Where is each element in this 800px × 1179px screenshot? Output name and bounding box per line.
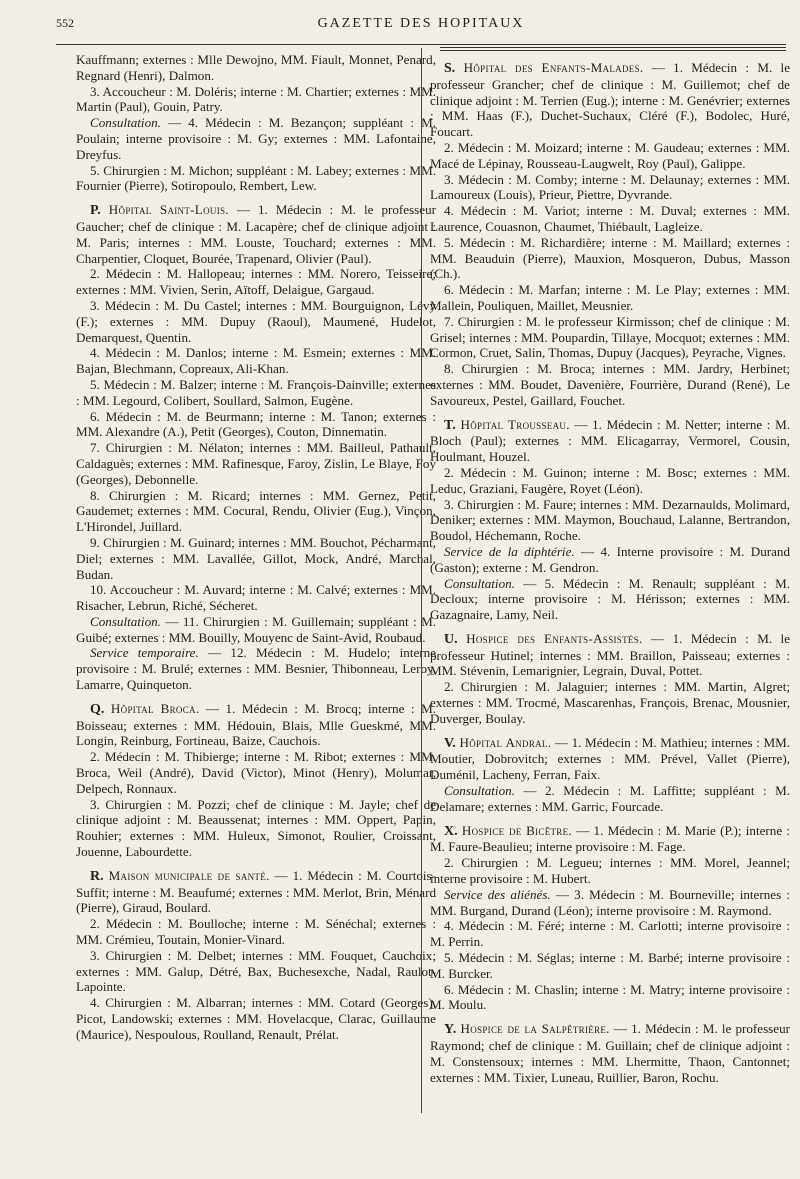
section-heading: Hôpital Andral. [459,734,552,750]
body-paragraph [76,266,436,298]
paragraph-text: 2. Chirurgien : M. Legueu; internes : MM. Morel, Jeannel; interne provisoire : M. Hubert. [430,855,790,887]
paragraph-text: 10. Accoucheur : M. Auvard; interne : M. Calvé; externes : MM. Risacher, Lebrun, Riché, Sécheret. [76,582,436,614]
section-letter: X. [444,823,458,839]
section-heading: Maison municipale de santé. [108,867,270,883]
header-rule [56,44,786,45]
body-paragraph [76,345,436,377]
paragraph-text: — 1. Médecin : M. le professeur Grancher; chef de clinique : M. Guillemot; chef de clinique adjoint : M. Terrien (Eug.); interne : M. Genévrier; externes : MM. Haas (F.), Duchet-Suchaux, Cléré (F.), Bodolec, Huré, Foucart. [430,60,791,140]
paragraph-text: 9. Chirurgien : M. Guinard; internes : MM. Bouchot, Pécharmant, Diel; externes : MM. Lavallée, Gillot, Mock, André, Marchal, Budan. [76,534,436,582]
paragraph-text: 2. Médecin : M. Boulloche; interne : M. Sénéchal; externes : MM. Crémieu, Toutain, Monier-Vinard. [76,916,436,948]
section-letter: T. [444,417,456,433]
section-paragraph [76,868,436,916]
paragraph-text: 6. Médecin : M. Marfan; interne : M. Le Play; externes : MM. Mallein, Pouliquen, Maillet, Meusnier. [430,282,790,313]
paragraph-text: 4. Chirurgien : M. Albarran; internes : MM. Cotard (Georges), Picot, Landowski; externes : MM. Hovelacque, Clarac, Guillaume (Maurice), Nespoulous, Roulland, Renault, Prélat. [76,995,436,1042]
paragraph-text: 4. Médecin : M. Féré; interne : M. Carlotti; interne provisoire : M. Perrin. [430,918,790,950]
section-letter: Q. [90,701,105,717]
paragraph-text: 8. Chirurgien : M. Ricard; internes : MM. Gernez, Petit, Gaudemet; externes : MM. Cocural, Rendu, Olivier (Eug.), Vinçon, L'Hirondel, Juillard. [76,487,436,535]
body-paragraph [430,576,790,623]
body-paragraph [76,995,436,1042]
body-paragraph [430,314,790,361]
section-heading: Hospice de la Salpêtrière. [460,1021,610,1037]
body-paragraph [76,614,436,646]
section-paragraph [76,701,436,749]
body-paragraph [430,950,790,982]
paragraph-text: 5. Médecin : M. Richardière; interne : M. Maillard; externes : MM. Beauduin (Pierre), Mauxion, Mosqueron, Dubus, Masson (Ch.). [430,234,790,282]
italic-label: Consultation. [444,575,515,591]
section-letter: P. [90,203,101,219]
italic-label: Service de la diphtérie. [444,543,575,559]
body-paragraph [430,172,790,204]
body-paragraph [76,488,436,535]
body-paragraph [430,982,790,1014]
italic-label: Consultation. [444,783,515,799]
body-paragraph [76,582,436,614]
paragraph-text: — 2. Médecin : M. Laffitte; suppléant : M. Delamare; externes : MM. Garric, Fourcade. [430,783,790,814]
section-paragraph [430,417,790,465]
paragraph-text: — 1. Médecin : M. Courtois-Suffit; interne : M. Beaufumé; externes : MM. Merlot, Brin, Ménard (Pierre), Giraud, Boulard. [76,867,436,916]
paragraph-text: — 1. Médecin : M. Brocq; interne : M. Boisseau; externes : MM. Hédouin, Blais, Mlle Gueskmé, MM. Longin, Reinburg, Fortineau, Baize, Cauchois. [76,700,436,749]
body-paragraph [430,918,790,950]
body-paragraph [76,298,436,345]
body-paragraph [76,797,436,860]
paragraph-text: 4. Médecin : M. Danlos; interne : M. Esmein; externes : MM. Bajan, Blechmann, Copreaux, Ali-Khan. [76,345,436,377]
left-column [76,52,436,1043]
paragraph-text: 3. Médecin : M. Comby; interne : M. Delaunay; externes : MM. Lamoureux (Louis), Prieur, Piettre, Dyvrande. [430,171,790,203]
body-paragraph [76,749,436,796]
section-heading: Hospice des Enfants-Assistés. [466,630,643,646]
paragraph-text: — 4. Interne provisoire : M. Durand (Gaston); externe : M. Gendron. [430,543,791,575]
italic-label: Service des aliénés. [444,886,551,902]
paragraph-text: — 1. Médecin : M. le professeur Hutinel; internes : MM. Braillon, Paisseau; externes : MM. Stévenin, Lemarignier, Legrain, Duval, Pottet. [430,630,791,679]
section-paragraph [430,60,790,140]
body-paragraph [430,465,790,497]
body-paragraph [76,115,436,162]
section-heading: Hospice de Bicêtre. [461,822,572,838]
paragraph-text: — 1. Médecin : M. Netter; interne : M. Bloch (Paul); externes : MM. Elicagarray, Vermorel, Cousin, Houlmant, Houzel. [430,416,790,465]
body-paragraph [430,282,790,314]
paragraph-text: — 5. Médecin : M. Renault; suppléant : M. Decloux; interne provisoire : M. Hérisson; externes : MM. Gazagnaire, Lamy, Neil. [430,575,790,623]
italic-label: Consultation. [90,115,161,131]
section-paragraph [430,823,790,856]
paragraph-text: — 12. Médecin : M. Hudelo; interne provisoire : M. Brulé; externes : MM. Besnier, Thibonneau, Leroy, Lamarre, Quinqueton. [76,645,437,693]
paragraph-text: 3. Médecin : M. Du Castel; internes : MM. Bourguignon, Lévy (F.); externes : MM. Dupuy (Raoul), Maumené, Hudelot, Demarquest, Quentin. [76,297,436,345]
section-letter: V. [444,735,456,751]
paragraph-text: 7. Chirurgien : M. le professeur Kirmisson; chef de clinique : M. Grisel; internes : MM. Poupardin, Tillaye, Mocquot; externes : MM. Cormon, Cruet, Salin, Thomas, Dupuy (Jacques), Peyrache, Vignes. [430,313,790,361]
column-divider [421,48,422,1113]
section-letter: R. [90,868,104,884]
body-paragraph [76,409,436,441]
paragraph-text: 5. Médecin : M. Balzer; interne : M. François-Dainville; externes : MM. Legourd, Colibert, Soullard, Salmon, Eugène. [76,376,436,408]
body-paragraph [430,235,790,282]
section-letter: S. [444,61,456,76]
paragraph-text: 3. Chirurgien : M. Pozzi; chef de clinique : M. Jayle; chef de clinique adjoint : M. Beaussenat; internes : MM. Oppert, Papin, Rouhier; externes : MM. Huleux, Simonot, Roulier, Croissant, Jouenne, Labourdette. [76,796,436,860]
paragraph-text: 2. Médecin : M. Thibierge; interne : M. Ribot; externes : MM. Broca, Weil (André), David (Victor), Minot (Henry), Molumar, Delpech, Ronnaux. [76,749,436,796]
body-paragraph [76,52,436,84]
paragraph-text: 3. Accoucheur : M. Doléris; interne : M. Chartier; externes : MM. Martin (Paul), Gouin, Patry. [76,83,436,115]
body-paragraph [430,140,790,172]
paragraph-text: — 1. Médecin : M. le professeur Raymond; chef de clinique : M. Guillain; chef de clinique adjoint : M. Constensoux; internes : MM. Lhermitte, Thaon, Cantonnet; externes : MM. Tixier, Luneau, Ruillier, Baron, Rochu. [430,1021,790,1085]
paragraph-text: 2. Médecin : M. Moizard; interne : M. Gaudeau; externes : MM. Macé de Lépinay, Rousseau-Laugwelt, Roy (Paul), Galippe. [430,139,790,171]
paragraph-text: — 1. Médecin : M. le professeur Gaucher; chef de clinique : M. Lacapère; chef de clinique adjoint : M. Paris; internes : MM. Louste, Touchard; externes : MM. Charpentier, Cloquet, Bourée, Trapenard, Olivier (Paul). [76,202,436,266]
paragraph-text: 2. Médecin : M. Hallopeau; internes : MM. Norero, Teisseire; externes : MM. Vivien, Serin, Aïtoff, Delaigue, Gargaud. [76,266,436,298]
paragraph-text: 3. Chirurgien : M. Delbet; internes : MM. Fouquet, Cauchoix; externes : MM. Galup, Détré, Bax, Buchesexche, Nadal, Raulot-Lapointe. [76,947,436,995]
running-title: GAZETTE DES HOPITAUX [317,16,525,31]
section-paragraph [430,631,790,679]
body-paragraph [76,535,436,582]
paragraph-text: 3. Chirurgien : M. Faure; internes : MM. Dezarnaulds, Molimard, Deniker; externes : MM. Maymon, Bouchaud, Lalanne, Bertrandon, Boudol, Héchemann, Roche. [430,496,790,544]
body-paragraph [76,163,436,195]
paragraph-text: 6. Médecin : M. de Beurmann; interne : M. Tanon; externes : MM. Alexandre (A.), Petit (Georges), Couton, Dinnematin. [76,408,436,440]
paragraph-text: 4. Médecin : M. Variot; interne : M. Duval; externes : MM. Laurence, Couasnon, Chaumet, Thiébault, Lagleize. [430,203,790,234]
body-paragraph [430,544,790,576]
paragraph-text: — 3. Médecin : M. Bourneville; internes : MM. Burgand, Durand (Léon); interne provisoire : M. Raymond. [430,886,791,918]
body-paragraph [430,203,790,235]
paragraph-text: 8. Chirurgien : M. Broca; internes : MM. Jardry, Herbinet; externes : MM. Boudet, Davenière, Fourrière, Durand (René), Le Savoureux, Pestel, Gaillard, Fouchet. [430,361,790,408]
section-heading: Hôpital Saint-Louis. [108,202,229,218]
section-paragraph [76,202,436,266]
section-heading: Hôpital des Enfants-Malades. [463,60,644,75]
header-rule [440,50,786,51]
paragraph-text: Kauffmann; externes : Mlle Dewojno, MM. Fiault, Monnet, Penard, Regnard (Henri), Dalmon. [76,52,436,83]
body-paragraph [430,497,790,544]
page-number: 552 [56,16,74,30]
paragraph-text: — 4. Médecin : M. Bezançon; suppléant : M. Poulain; interne provisoire : M. Gy; externes : MM. Lafontaine, Dreyfus. [76,115,436,162]
paragraph-text: 6. Médecin : M. Chaslin; interne : M. Matry; interne provisoire : M. Moulu. [430,981,790,1013]
section-paragraph [430,1021,790,1085]
italic-label: Service temporaire. [90,645,199,661]
body-paragraph [76,645,436,692]
body-paragraph [76,916,436,948]
paragraph-text: — 1. Médecin : M. Marie (P.); interne : M. Faure-Beaulieu; interne provisoire : M. Fage. [430,822,790,855]
paragraph-text: — 11. Chirurgien : M. Guillemain; suppléant : M. Guibé; externes : MM. Bouilly, Mouyenc de Saint-Avid, Roubaud. [76,613,436,645]
section-heading: Hôpital Broca. [110,700,200,716]
body-paragraph [76,84,436,116]
paragraph-text: 5. Chirurgien : M. Michon; suppléant : M. Labey; externes : MM. Fournier (Pierre), Sotiropoulo, Rembert, Lew. [76,162,436,194]
body-paragraph [76,377,436,409]
paragraph-text: 2. Chirurgien : M. Jalaguier; internes : MM. Martin, Algret; externes : MM. Trocmé, Mascarenhas, François, Brenac, Mousnier, Duverger, Boulay. [430,679,790,726]
body-paragraph [76,440,436,487]
section-letter: Y. [444,1022,457,1038]
section-paragraph [430,735,790,783]
body-paragraph [430,855,790,887]
section-letter: U. [444,631,458,647]
page-header [56,14,786,40]
body-paragraph [76,948,436,995]
header-rule [440,47,786,48]
paragraph-text: — 1. Médecin : M. Mathieu; internes : MM. Moutier, Dobrovitch; externes : MM. Prével, Vallet (Pierre), Duménil, Lacheny, Ferran, Faix. [430,734,791,783]
italic-label: Consultation. [90,613,161,629]
section-heading: Hôpital Trousseau. [460,416,570,432]
paragraph-text: 2. Médecin : M. Guinon; interne : M. Bosc; externes : MM. Leduc, Graziani, Faugère, Royet (Léon). [430,464,790,496]
right-column [430,52,790,1085]
body-paragraph [430,679,790,726]
body-paragraph [430,361,790,408]
body-paragraph [430,887,790,919]
paragraph-text: 5. Médecin : M. Séglas; interne : M. Barbé; interne provisoire : M. Burcker. [430,950,790,981]
body-paragraph [430,783,790,815]
paragraph-text: 7. Chirurgien : M. Nélaton; internes : MM. Bailleul, Pathault, Caldaguès; externes : MM. Rafinesque, Faroy, Zislin, Le Blaye, Foy (Georges), Debonnelle. [76,440,436,487]
